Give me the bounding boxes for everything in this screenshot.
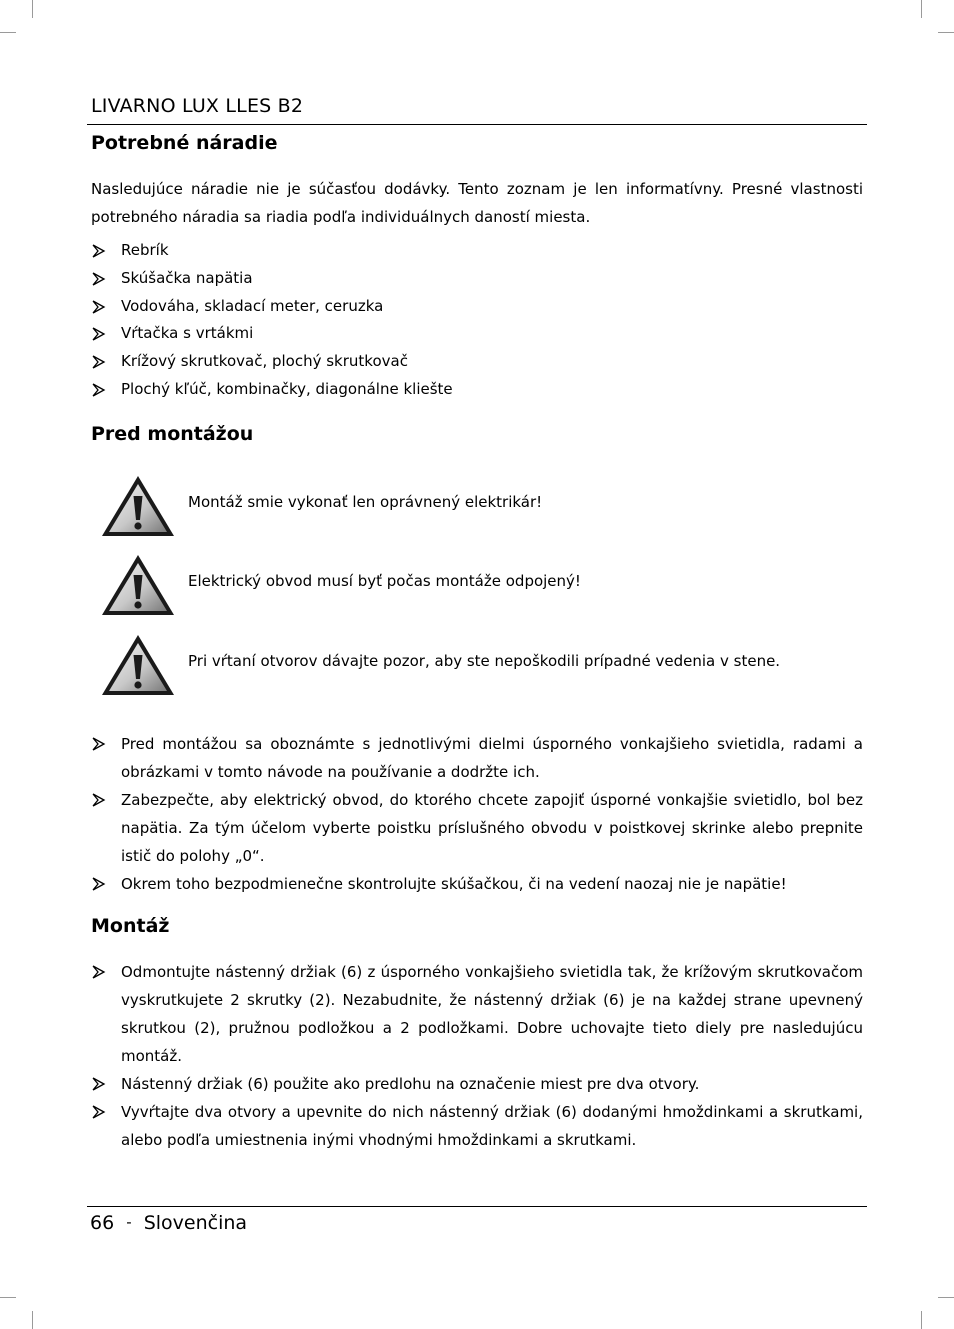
section-heading-tools: Potrebné náradie xyxy=(91,132,278,154)
crop-mark xyxy=(0,1297,16,1298)
list-item xyxy=(91,1098,863,1154)
list-item-text: Krížový skrutkovač, plochý skrutkovač xyxy=(121,352,408,371)
crop-mark xyxy=(938,32,954,33)
list-item-text: Odmontujte nástenný držiak (6) z úsporného vonkajšieho svietidla tak, že krížovým skrutkovačom vyskrutkujete 2 skrutky (2). Nezabudnite, že nástenný držiak (6) je na každej strane upevnený skrutkou (2), pružnou podložkou a 2 podložkami. Dobre uchovajte tieto diely pre nasledujúcu montáž. xyxy=(121,963,863,1065)
list-item-text: Zabezpečte, aby elektrický obvod, do ktorého chcete zapojiť úsporné vonkajšie svietidlo, bol bez napätia. Za tým účelom vyberte poistku príslušného obvodu v poistkovej skrinke alebo prepnite istič do polohy „0“. xyxy=(121,791,863,865)
list-item xyxy=(91,265,863,293)
list-item xyxy=(91,870,863,898)
list-item xyxy=(91,958,863,1070)
warning-triangle-icon xyxy=(100,553,176,617)
crop-mark xyxy=(0,32,16,33)
warning-text: Elektrický obvod musí byť počas montáže odpojený! xyxy=(188,572,581,590)
page-number: 66 xyxy=(90,1212,115,1234)
list-item-text: Plochý kľúč, kombinačky, diagonálne kliešte xyxy=(121,379,453,398)
crop-mark xyxy=(921,0,922,18)
warning-text: Montáž smie vykonať len oprávnený elektrikár! xyxy=(188,493,543,511)
page-footer xyxy=(90,1212,247,1234)
arrowhead-bullet-icon xyxy=(91,237,107,265)
list-item-text: Nástenný držiak (6) použite ako predlohu na označenie miest pre dva otvory. xyxy=(121,1075,700,1093)
tools-list xyxy=(91,237,863,404)
footer-language: Slovenčina xyxy=(143,1212,248,1234)
list-item xyxy=(91,786,863,870)
list-item-text: Okrem toho bezpodmienečne skontrolujte skúšačkou, či na vedení naozaj nie je napätie! xyxy=(121,875,787,893)
arrowhead-bullet-icon xyxy=(91,1070,107,1098)
list-item xyxy=(91,1070,863,1098)
arrowhead-bullet-icon xyxy=(91,265,107,293)
list-item-text: Pred montážou sa oboznámte s jednotlivými dielmi úsporného vonkajšieho svietidla, radami a obrázkami v tomto návode na používanie a dodržte ich. xyxy=(121,735,863,781)
document-header-title: LIVARNO LUX LLES B2 xyxy=(91,95,304,117)
list-item-text: Vodováha, skladací meter, ceruzka xyxy=(121,296,384,315)
list-item-text: Vyvŕtajte dva otvory a upevnite do nich nástenný držiak (6) dodanými hmoždinkami a skrutkami, alebo podľa umiestnenia inými vhodnými hmoždinkami a skrutkami. xyxy=(121,1103,863,1149)
section-heading-before-assembly: Pred montážou xyxy=(91,423,254,445)
crop-mark xyxy=(32,1311,33,1329)
assembly-list xyxy=(91,958,863,1154)
arrowhead-bullet-icon xyxy=(91,348,107,376)
list-item xyxy=(91,320,863,348)
footer-divider xyxy=(87,1206,867,1207)
list-item xyxy=(91,237,863,265)
arrowhead-bullet-icon xyxy=(91,320,107,348)
header-divider xyxy=(87,124,867,125)
tools-intro-paragraph: Nasledujúce náradie nie je súčasťou dodávky. Tento zoznam je len informatívny. Presné vlastnosti potrebného náradia sa riadia podľa individuálnych daností miesta. xyxy=(91,180,863,226)
warning-text: Pri vŕtaní otvorov dávajte pozor, aby ste nepoškodili prípadné vedenia v stene. xyxy=(188,652,781,670)
list-item xyxy=(91,376,863,404)
list-item xyxy=(91,293,863,321)
list-item-text: Skúšačka napätia xyxy=(121,268,253,287)
arrowhead-bullet-icon xyxy=(91,786,107,814)
arrowhead-bullet-icon xyxy=(91,958,107,986)
arrowhead-bullet-icon xyxy=(91,293,107,321)
crop-mark xyxy=(32,0,33,18)
warning-triangle-icon xyxy=(100,474,176,538)
before-assembly-list xyxy=(91,730,863,898)
warning-triangle-icon xyxy=(100,633,176,697)
list-item xyxy=(91,730,863,786)
arrowhead-bullet-icon xyxy=(91,1098,107,1126)
footer-separator: - xyxy=(126,1213,132,1231)
list-item-text: Vŕtačka s vrtákmi xyxy=(121,324,254,343)
crop-mark xyxy=(938,1297,954,1298)
crop-mark xyxy=(921,1311,922,1329)
arrowhead-bullet-icon xyxy=(91,730,107,758)
arrowhead-bullet-icon xyxy=(91,870,107,898)
section-heading-assembly: Montáž xyxy=(91,915,170,937)
list-item xyxy=(91,348,863,376)
list-item-text: Rebrík xyxy=(121,241,169,259)
arrowhead-bullet-icon xyxy=(91,376,107,404)
